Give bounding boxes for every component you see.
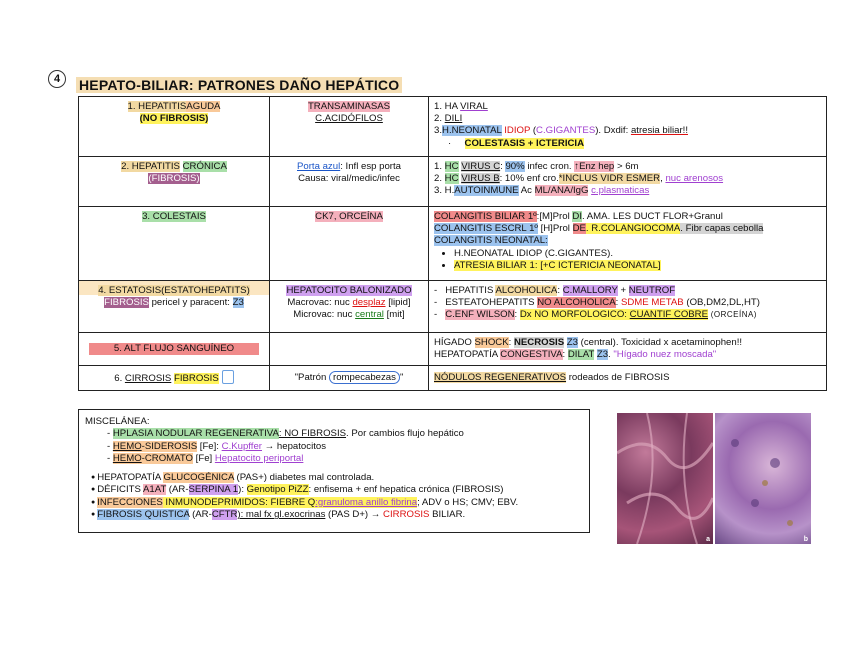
marker-text: : Infl esp porta bbox=[340, 161, 401, 172]
pattern-cell bbox=[79, 207, 270, 281]
histology-image-a: a bbox=[617, 413, 713, 544]
pattern-name: 1. HEPATITIS bbox=[127, 101, 187, 112]
section-marker: 4 bbox=[48, 70, 66, 88]
pattern-note: FIBROSIS bbox=[173, 373, 219, 385]
cause-line: COLANGITIS ESCRL 1º [H]Prol DE. R.COLANGIOCOMA. Fibr capas cebolla bbox=[434, 223, 764, 235]
list-item: - HEMO-CROMATO [Fe] Hepatocito periportal bbox=[85, 453, 583, 465]
pattern-cell bbox=[79, 97, 270, 157]
table-row bbox=[79, 333, 827, 366]
pattern-cell bbox=[79, 281, 270, 333]
list-item: ● FIBROSIS QUISTICA (AR-CFTR): mal fx gl.exocrinas (PAS D+) → CIRROSIS BILIAR. bbox=[85, 509, 583, 521]
pattern-note: (FIBROSIS) bbox=[148, 173, 200, 185]
cause-line: 3.H.NEONATAL IDIOP (C.GIGANTES). Dxdif: atresia biliar!! bbox=[434, 125, 688, 137]
patterns-table bbox=[78, 96, 827, 391]
causes-cell bbox=[429, 281, 827, 333]
list-item: • H.NEONATAL IDIOP (C.GIGANTES). bbox=[454, 248, 821, 260]
list-item: - HEMO-SIDEROSIS [Fe]: C.Kupffer → hepatocitos bbox=[85, 441, 583, 453]
cause-line: HEPATOPATÍA CONGESTIVA: DILAT Z3. "Hígado nuez moscada" bbox=[434, 349, 717, 361]
zone-badge: Z3 bbox=[232, 297, 244, 309]
cause-line: NÓDULOS REGENERATIVOS bbox=[434, 371, 567, 383]
pattern-name: 2. HEPATITIS bbox=[121, 161, 180, 172]
pattern-cell bbox=[79, 333, 270, 366]
pattern-note: pericel y paracent: bbox=[148, 297, 233, 309]
marker-text: HEPATOCITO BALONIZADO bbox=[286, 285, 412, 296]
pattern-note: FIBROSIS bbox=[104, 297, 149, 309]
pattern-qualifier: CRÓNICA bbox=[182, 161, 227, 172]
pattern-cell bbox=[79, 157, 270, 207]
marker-text: Causa: viral/medic/infec bbox=[298, 173, 400, 185]
marker-cell: HEPATOCITO BALONIZADO Macrovac: nuc desplaz [lipid] Microvac: nuc central [mit] bbox=[270, 281, 429, 333]
marker-cell bbox=[270, 207, 429, 281]
cause-line: - ESTEATOHEPATITS NO ALCOHOLICA: SDME METAB (OB,DM2,DL,HT) bbox=[434, 297, 760, 309]
list-item: ● HEPATOPATÍA GLUCOGÉNICA (PAS+) diabetes mal controlada. bbox=[85, 472, 583, 484]
list-item: ● DÉFICITS A1AT (AR-SERPINA 1): Genotipo PiZZ: enfisema + enf hepatica crónica (FIBROSIS) bbox=[85, 484, 583, 496]
table-row bbox=[79, 207, 827, 281]
causes-cell bbox=[429, 333, 827, 366]
cause-line: 1. HA VIRAL bbox=[434, 101, 488, 112]
list-item: • ATRESIA BILIAR 1: [+C ICTERICIA NEONATAL] bbox=[454, 260, 821, 272]
pattern-note: (NO FIBROSIS) bbox=[139, 113, 209, 125]
list-item: ● INFECCIONES INMUNODEPRIMIDOS: FIEBRE Q:granuloma anillo fibrina; ADV o HS; CMV; EBV. bbox=[85, 497, 583, 509]
misc-heading: MISCELÁNEA: bbox=[85, 416, 150, 427]
table-row bbox=[79, 157, 827, 207]
page-title: HEPATO-BILIAR: PATRONES DAÑO HEPÁTICO bbox=[76, 77, 402, 93]
list-item: - HPLASIA NODULAR REGENERATIVA: NO FIBROSIS. Por cambios flujo hepático bbox=[85, 428, 583, 440]
marker-cell bbox=[270, 333, 429, 366]
miscellanea-box bbox=[78, 409, 590, 533]
marker-cell bbox=[270, 157, 429, 207]
cause-line: COLANGITIS NEONATAL: bbox=[434, 235, 548, 247]
pattern-name: 4. ESTATOSIS(ESTATOHEPATITS) bbox=[98, 285, 250, 296]
marker-text: rompecabezas bbox=[329, 371, 400, 384]
causes-cell: NÓDULOS REGENERATIVOS rodeados de FIBROSIS bbox=[429, 366, 827, 390]
marker-text: Porta azul bbox=[297, 161, 341, 172]
table-row bbox=[79, 97, 827, 157]
pattern-name: CIRROSIS bbox=[124, 373, 172, 385]
causes-cell bbox=[429, 207, 827, 281]
causes-cell bbox=[429, 157, 827, 207]
cause-line: 2. HC VIRUS B: 10% enf cro.*INCLUS VIDR ESMER, nuc arenosos bbox=[434, 173, 724, 185]
marker-text: CK7 bbox=[315, 211, 334, 222]
marker-cell bbox=[270, 97, 429, 157]
marker-cell: "Patrón rompecabezas " bbox=[270, 366, 429, 390]
cause-line: - C.ENF WILSON: Dx NO MORFOLOGICO: CUANTIF COBRE (ORCEÍNA) bbox=[434, 309, 757, 321]
histology-image-b: b bbox=[715, 413, 811, 544]
cause-line: COLANGITIS BILIAR 1º:[M]Prol DI. AMA. LES DUCT FLOR+Granul bbox=[434, 211, 723, 222]
cause-line: 2. DILI bbox=[434, 113, 463, 125]
marker-text: C.ACIDÓFILOS bbox=[315, 113, 383, 125]
cause-line: 3. H.AUTOINMUNE Ac ML/ANA/IgG c.plasmaticas bbox=[434, 185, 650, 197]
pattern-cell: 6. CIRROSIS FIBROSIS bbox=[79, 366, 270, 390]
causes-cell bbox=[429, 97, 827, 157]
cause-line: 1. HC VIRUS C: 90% infec cron. ↑Enz hep > 6m bbox=[434, 161, 639, 172]
table-row bbox=[79, 281, 827, 333]
marker-text: TRANSAMINASAS bbox=[307, 101, 391, 112]
table-row bbox=[79, 366, 827, 390]
pattern-name: 3. COLESTAIS bbox=[142, 211, 206, 222]
cause-line: · COLESTASIS + ICTERICIA bbox=[448, 137, 585, 149]
pattern-qualifier: AGUDA bbox=[186, 101, 221, 112]
cause-line: HÍGADO SHOCK: NECROSIS Z3 (central). Toxicidad x acetaminophen!! bbox=[434, 337, 743, 348]
cube-icon bbox=[222, 370, 234, 384]
marker-text: , ORCEÍNA bbox=[333, 211, 383, 222]
cause-line: - HEPATITIS ALCOHOLICA: C.MALLORY + NEUTROF bbox=[434, 285, 676, 296]
pattern-name: 5. ALT FLUJO SANGUÍNEO bbox=[89, 343, 259, 355]
